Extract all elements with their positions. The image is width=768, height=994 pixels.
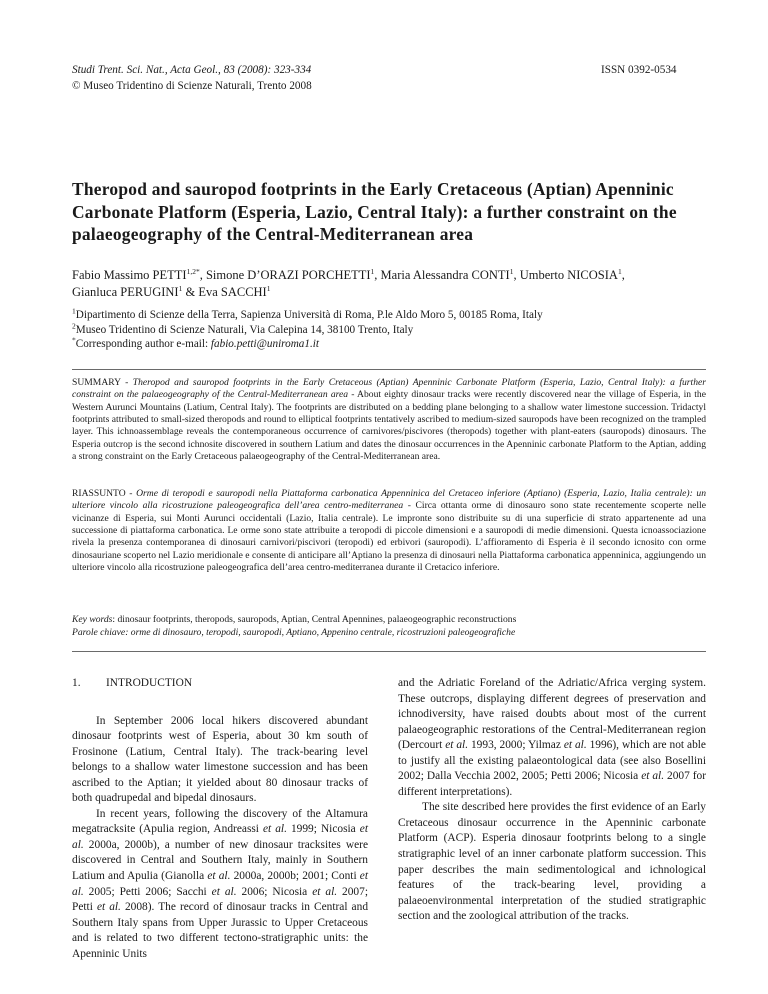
paragraph: In September 2006 local hikers discovered abundant dinosaur footprints west of Esperia, about 30 km south of Frosinone (Latium, Central Italy). The track-bearing level belongs to a shallow water limestone succession and has been ascribed to the Aptian; it yielded about 80 dinosaur tracks of both quadrupedal and bipedal dinosaurs. [72,714,368,805]
corresponding-author [72,337,706,352]
summary-label: SUMMARY - [72,377,133,388]
text-run: 2007 for different interpretations). [398,770,707,798]
keywords-text: : dinosaur footprints, theropods, sauropods, Aptian, Central Apennines, palaeogeographic reconstructions [112,614,517,625]
citation-etal: et al. [312,885,338,898]
riassunto-text: - Circa ottanta orme di dinosauro sono state recentemente scoperte nelle vicinanze di Esperia, sui Monti Aurunci occidentali (Lazio, Italia centrale). Le impronte sono distribuite su di una superficie di strato appartenente ad una successione di piattaforma carbonatica. Le orme sono state attribuite a teropodi di piccole dimensioni e a sauropodi di medie dimensioni. Questa icnoassociazione rivela la presenza contemporanea di dinosauri carnivori/piscivori (teropodi) ed erbivori (sauropodi). L’affioramento di Esperia è il secondo icnosito con orme dinosauriane scoperto nel Lazio meridionale e consente di anticipare all’Aptiano la presenza di dinosauri nella Piattaforma carbonatica appenninica, aggiungendo un ulteriore vincolo alla ricostruzione paleogeografica dell’area centro-mediterranea durante il Cretacico inferiore. [72,500,706,574]
body-column-left [72,676,368,962]
affiliation-text: Dipartimento di Scienze della Terra, Sapienza Università di Roma, P.le Aldo Moro 5, 00185 Roma, Italy [75,309,543,321]
text-run: 2008). The record of dinosaur tracks in Central and Southern Italy spans from Upper Jurassic to Upper Cretaceous and is related to two different tectono-stratigraphic units: the Apenninic Units [72,901,369,960]
citation-etal: et al. [445,739,469,752]
section-heading [72,676,368,692]
citation-etal: et al. [72,870,369,898]
author-affil-mark: 1,2* [186,266,200,276]
paragraph [398,676,706,800]
paper-title: Theropod and sauropod footprints in the Early Cretaceous (Aptian) Apenninic Carbonate Platform (Esperia, Lazio, Central Italy): a further constraint on the palaeogeography of the Central-Mediterranean area [72,179,677,244]
author-list: Fabio Massimo $PETTI^{1,2*}$, Simone D’ORAZI PORCHETTI$^1$, Maria Alessandra CONTI$^1$, Umberto NICOSIA$^1$, Gianluca PERUGINI$^1$ & Eva SACCHI$^1$ [72,266,625,299]
text-run: 2005; Petti 2006; Sacchi [83,885,212,898]
corr-mark: * [72,335,76,345]
citation-etal: et al. [72,823,368,851]
corr-email-link[interactable]: fabio.petti@uniroma1.it [210,338,319,350]
author-affil-mark: 1 [178,283,183,293]
keywords-label: Parole chiave [72,626,126,638]
text-run: In recent years, following the discovery of the Altamura megatracksite (Apulia region, Andreassi [72,807,368,836]
affiliation-text: Museo Tridentino di Scienze Naturali, Via Calepina 14, 38100 Trento, Italy [75,323,414,336]
affil-mark: 1 [72,306,76,316]
keywords-label: Key words [72,614,113,625]
riassunto-title: Orme di teropodi e sauropodi nella Piattaforma carbonatica Appenninica del Cretaceo inferiore (Aptiano) (Esperia, Lazio, Italia centrale): un ulteriore vincolo alla ricostruzione paleogeografica dell’area centro-mediterranea [72,488,706,512]
paragraph [72,807,368,962]
corr-label: Corresponding author e-mail: [75,338,211,350]
text-run: 1999; Nicosia [286,823,360,836]
riassunto-label: RIASSUNTO - [72,488,137,499]
section-title: INTRODUCTION [106,677,193,689]
text-run: 1996), which are not able to justify all the existing palaeontological data (see also Bosellini 2002; Dalla Vecchia 2002, 2005; Petti 2006; Nicosia [398,739,706,783]
text-run: 1993, 2000; Yilmaz [468,739,564,752]
keywords-block [72,614,706,639]
riassunto-block [72,488,706,574]
bottom-divider [72,651,706,652]
author-name: Simone D’ORAZI PORCHETTI [205,268,371,282]
keywords-text: : orme di dinosauro, teropodi, sauropodi, Aptiano, Appenino centrale, ricostruzioni paleogeografiche [125,626,516,638]
issn: ISSN 0392-0534 [601,64,677,76]
author-affil-mark: 1 [370,266,375,276]
summary-block [72,377,706,463]
affiliations [72,308,706,352]
section-number: 1. [72,677,81,689]
citation-etal: et al. [96,901,121,914]
summary-title: Theropod and sauropod footprints in the Early Cretaceous (Aptian) Apenninic Carbonate Platform (Esperia, Lazio, Central Italy): a further constraint on the palaeogeography of the Central-Mediterranean area [72,377,706,401]
keywords-en [72,614,706,627]
affiliation-2 [72,320,706,338]
text-run: 2006; Nicosia [236,885,313,898]
citation-etal: et al. [263,823,287,836]
publisher-line: © Museo Tridentino di Scienze Naturali, Trento 2008 [72,80,312,92]
citation-etal: et al. [211,885,237,898]
text-run: 2007; Petti [72,885,368,914]
author-name: Eva SACCHI [198,285,267,299]
citation-etal: et al. [563,739,587,752]
citation-etal: et al. [641,770,665,783]
journal-header [72,62,312,94]
journal-citation: Studi Trent. Sci. Nat., Acta Geol., 83 (2008): 323-334 [72,64,312,76]
author-name: Fabio Massimo PETTI [72,268,187,282]
keywords-it [72,627,706,640]
author-affil-mark: 1 [617,266,622,276]
author-affil-mark: 1 [509,266,514,276]
author-name: Umberto NICOSIA [519,268,618,282]
text-run: 2000a, 2000b; 2001; Conti [230,870,360,883]
text-run: and the Adriatic Foreland of the Adriatic/Africa verging system. These outcrops, displaying different degrees of preservation and ichnodiversity, have raised doubts about most of the current palaeogeographic restorations of the Central-Mediterranean region (Dercourt [398,677,706,752]
author-affil-mark: 1 [266,283,271,293]
top-divider [72,369,706,370]
body-column-right [398,676,706,925]
citation-etal: et al. [207,870,231,883]
affiliation-1 [72,308,706,323]
summary-text: - About eighty dinosaur tracks were recently discovered near the village of Esperia, in the Western Aurunci Mountains (Latium, Central Italy). The footprints are distributed on a bedding plane belonging to a shallow water limestone succession. Tridactyl footprints attributed to small-sized theropods and round to elliptical footprints tentatively ascribed to medium-sized sauropods have been recognized on the trampled layer. This ichnoassemblage reveals the contemporaneous occurrence of carnivores/piscivores (theropods) together with plant-eaters (sauropods) dinosaurs. The Esperia outcrop is the second ichnosite discovered in southern Latium and dates the dinosaur occurrences in the Apenninic carbonate Platform to the Aptian, adding a strong constraint on the Early Cretaceous palaeogeography of the Central-Mediterranean area. [72,389,706,463]
affil-mark: 2 [72,320,76,330]
text-run: 2000a, 2000b), a number of new dinosaur tracksites were discovered in Central and Southern Italy, mainly in Southern Latium and Apulia (Gianolla [72,838,368,883]
paragraph: The site described here provides the first evidence of an Early Cretaceous dinosaur occurrence in the Apenninic carbonate Platform (ACP). Esperia dinosaur footprints belong to a single stratigraphic level of an inner carbonate platform succession. This paper describes the main sedimentological and ichnological features of the track-bearing level, providing a palaeoenvironmental interpretation of the studied stratigraphic section and the zoological attribution of the tracks. [398,801,706,923]
author-name: Maria Alessandra CONTI [380,268,510,282]
author-name: Gianluca PERUGINI [72,285,179,299]
